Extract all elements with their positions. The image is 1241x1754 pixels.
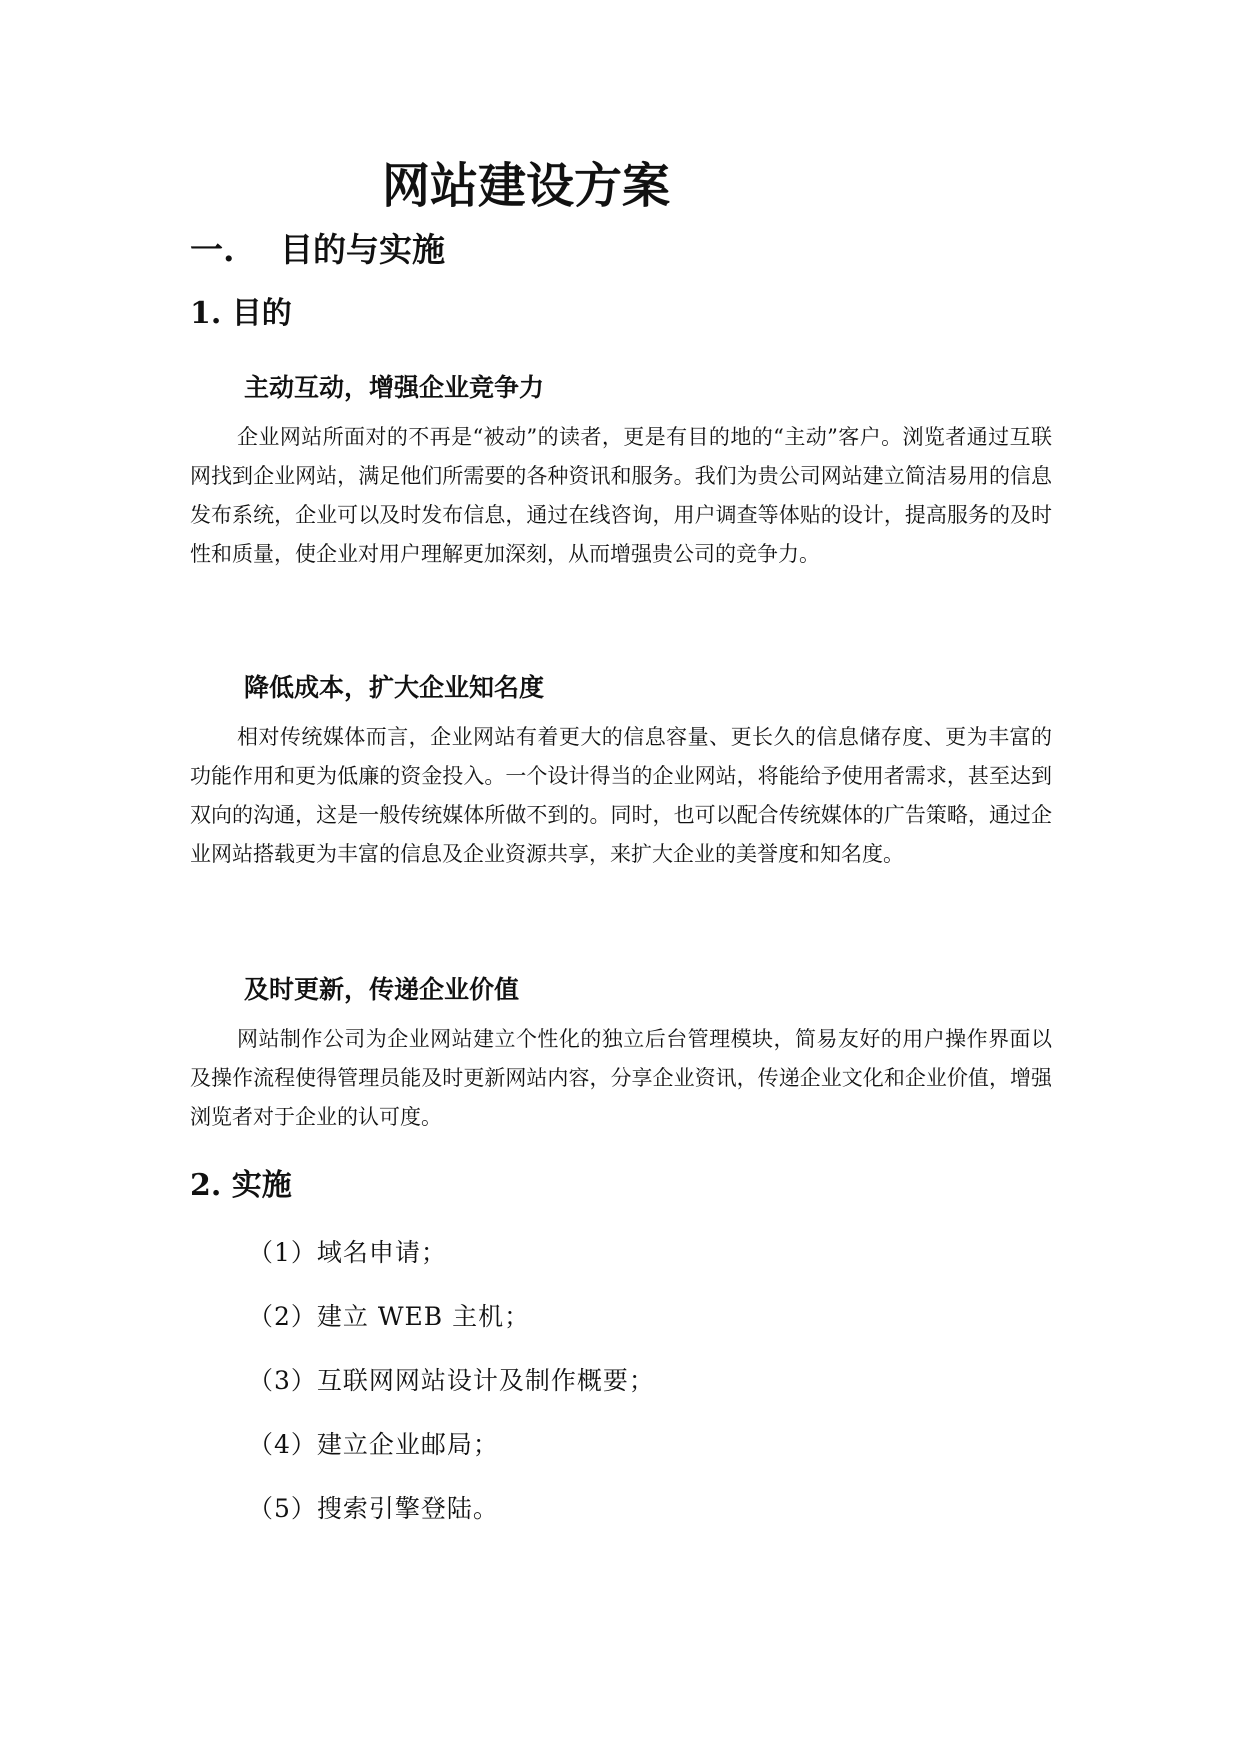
implementation-heading: 2. 实施 — [190, 1168, 292, 1203]
topic-title: 及时更新，传递企业价值 — [244, 975, 520, 1004]
list-item: （4）建立企业邮局； — [248, 1430, 499, 1459]
topic-title: 主动互动，增强企业竞争力 — [244, 373, 545, 402]
list-item: （2）建立 WEB 主机； — [248, 1302, 531, 1331]
implementation-steps-list — [248, 1234, 655, 1554]
section-number: 一. — [190, 230, 235, 269]
topic-title: 降低成本，扩大企业知名度 — [244, 673, 545, 702]
topic-paragraph: 企业网站所面对的不再是“被动”的读者，更是有目的地的“主动”客户。浏览者通过互联网找到企业网站，满足他们所需要的各种资讯和服务。我们为贵公司网站建立简洁易用的信息发布系统，企业可以及时发布信息，通过在线咨询，用户调查等体贴的设计，提高服务的及时性和质量，使企业对用户理解更加深刻，从而增强贵公司的竞争力。 — [190, 425, 1052, 566]
list-item: （1）域名申请； — [248, 1238, 447, 1267]
topic-paragraph: 网站制作公司为企业网站建立个性化的独立后台管理模块，简易友好的用户操作界面以及操作流程使得管理员能及时更新网站内容，分享企业资讯，传递企业文化和企业价值，增强浏览者对于企业的认可度。 — [190, 1027, 1052, 1129]
document-title: 网站建设方案 — [382, 158, 671, 214]
list-item: （5）搜索引擎登陆。 — [248, 1494, 499, 1523]
purpose-heading: 1. 目的 — [190, 296, 292, 331]
section-title: 目的与实施 — [280, 230, 445, 269]
topic-paragraph: 相对传统媒体而言，企业网站有着更大的信息容量、更长久的信息储存度、更为丰富的功能作用和更为低廉的资金投入。一个设计得当的企业网站，将能给予使用者需求，甚至达到双向的沟通，这是一般传统媒体所做不到的。同时，也可以配合传统媒体的广告策略，通过企业网站搭载更为丰富的信息及企业资源共享，来扩大企业的美誉度和知名度。 — [190, 725, 1052, 866]
section-heading — [190, 226, 445, 274]
list-item: （3）互联网网站设计及制作概要； — [248, 1366, 655, 1395]
